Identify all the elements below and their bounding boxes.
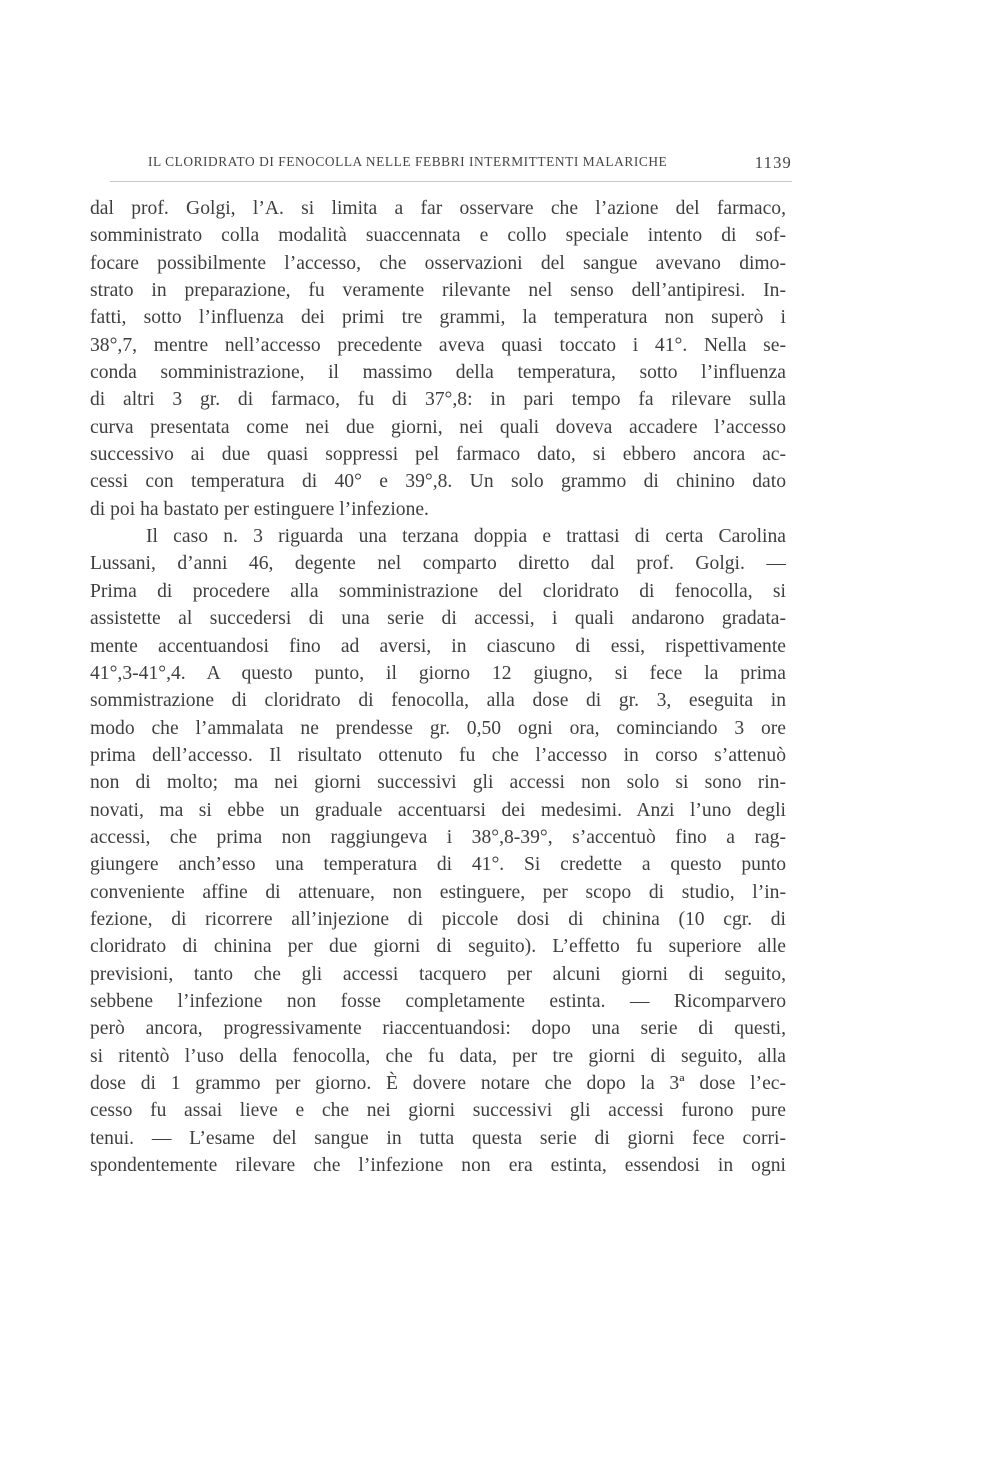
text-line: Lussani, d’anni 46, degente nel comparto diretto dal prof. Golgi. — — [90, 553, 786, 575]
text-line: assistette al succedersi di una serie di accessi, i quali andarono gradata- — [90, 608, 786, 630]
text-line: Prima di procedere alla somministrazione del cloridrato di fenocolla, si — [90, 580, 786, 602]
text-line: cesso fu assai lieve e che nei giorni successivi gli accessi furono pure — [90, 1100, 786, 1122]
paragraph-1 — [90, 195, 786, 523]
text-line: prima dell’accesso. Il risultato ottenuto fu che l’accesso in corso s’attenuò — [90, 744, 786, 766]
text-line: non di molto; ma nei giorni successivi gli accessi non solo si sono rin- — [90, 772, 786, 794]
text-line: fatti, sotto l’influenza dei primi tre grammi, la temperatura non superò i — [90, 307, 786, 329]
running-head-title: IL CLORIDRATO DI FENOCOLLA NELLE FEBBRI INTERMITTENTI MALARICHE — [148, 154, 668, 169]
text-line: Il caso n. 3 riguarda una terzana doppia e trattasi di certa Carolina — [146, 526, 786, 548]
text-line: modo che l’ammalata ne prendesse gr. 0,50 ogni ora, cominciando 3 ore — [90, 717, 786, 739]
text-line: giungere anch’esso una temperatura di 41°. Si credette a questo punto — [90, 854, 786, 876]
text-line: cloridrato di chinina per due giorni di seguito). L’effetto fu superiore alle — [90, 936, 786, 958]
text-line: però ancora, progressivamente riaccentuandosi: dopo una serie di questi, — [90, 1018, 786, 1040]
text-line: dal prof. Golgi, l’A. si limita a far osservare che l’azione del farmaco, — [90, 198, 786, 219]
text-line: 38°,7, mentre nell’accesso precedente aveva quasi toccato i 41°. Nella se- — [90, 334, 786, 356]
text-line: curva presentata come nei due giorni, nei quali doveva accadere l’accesso — [90, 416, 786, 438]
text-line: conda somministrazione, il massimo della temperatura, sotto l’influenza — [90, 362, 786, 384]
body-text — [90, 195, 786, 1179]
text-line: somministrato colla modalità suaccennata e collo speciale intento di sof- — [90, 225, 786, 247]
paragraph-2 — [90, 523, 786, 1179]
text-line: spondentemente rilevare che l’infezione non era estinta, essendosi in ogni — [90, 1155, 786, 1177]
text-line: dose di 1 grammo per giorno. È dovere notare che dopo la 3ª dose l’ec- — [90, 1073, 786, 1094]
text-line: previsioni, tanto che gli accessi tacquero per alcuni giorni di seguito, — [90, 963, 786, 985]
text-line: mente accentuandosi fino ad aversi, in ciascuno di essi, rispettivamente — [90, 635, 786, 657]
text-line: si ritentò l’uso della fenocolla, che fu data, per tre giorni di seguito, alla — [90, 1045, 786, 1067]
text-line: di poi ha bastato per estinguere l’infezione. — [90, 498, 429, 520]
text-line: tenui. — L’esame del sangue in tutta questa serie di giorni fece corri- — [90, 1127, 786, 1149]
text-line: successivo ai due quasi soppressi pel farmaco dato, si ebbero ancora ac- — [90, 444, 786, 466]
text-line: sebbene l’infezione non fosse completamente estinta. — Ricomparvero — [90, 990, 786, 1012]
running-head — [148, 154, 792, 170]
text-line: cessi con temperatura di 40° e 39°,8. Un solo grammo di chinino dato — [90, 471, 786, 493]
text-line: accessi, che prima non raggiungeva i 38°,8-39°, s’accentuò fino a rag- — [90, 826, 786, 848]
text-line: sommistrazione di cloridrato di fenocolla, alla dose di gr. 3, eseguita in — [90, 690, 786, 712]
text-line: di altri 3 gr. di farmaco, fu di 37°,8: in pari tempo fa rilevare sulla — [90, 389, 786, 411]
text-line: fezione, di ricorrere all’injezione di piccole dosi di chinina (10 cgr. di — [90, 908, 786, 930]
page-number: 1139 — [754, 153, 792, 172]
text-line: novati, ma si ebbe un graduale accentuarsi dei medesimi. Anzi l’uno degli — [90, 799, 786, 821]
text-line: conveniente affine di attenuare, non estinguere, per scopo di studio, l’in- — [90, 881, 786, 903]
header-rule — [110, 181, 792, 182]
text-line: strato in preparazione, fu veramente rilevante nel senso dell’antipiresi. In- — [90, 280, 786, 302]
text-line: focare possibilmente l’accesso, che osservazioni del sangue avevano dimo- — [90, 252, 786, 274]
text-line: 41°,3-41°,4. A questo punto, il giorno 12 giugno, si fece la prima — [90, 662, 786, 684]
